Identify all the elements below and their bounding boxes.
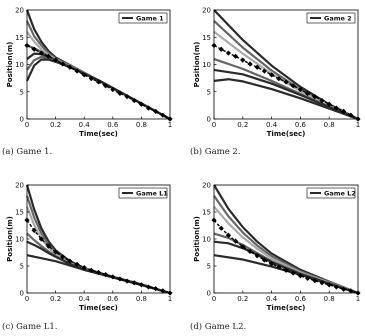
x-tick-label: 0.6: [107, 295, 119, 303]
x-tick-label: 0.8: [135, 121, 147, 129]
series-line-3: [27, 207, 170, 293]
x-tick-label: 0.2: [237, 121, 249, 129]
legend-label: Game L1: [136, 189, 168, 198]
x-tick-label: 0: [24, 121, 30, 129]
y-axis-label: Position(m): [193, 216, 201, 262]
x-tick-label: 0.8: [323, 121, 335, 129]
y-tick-label: 10: [202, 235, 211, 244]
y-tick-label: 0: [206, 289, 211, 298]
legend-label: Game 1: [136, 14, 164, 23]
x-axis-label: Time(sec): [266, 304, 306, 312]
y-tick-label: 5: [19, 262, 24, 271]
x-tick-label: 0.6: [294, 121, 306, 129]
caption-b: (b) Game 2.: [190, 147, 241, 157]
y-tick-label: 15: [15, 208, 24, 217]
y-tick-label: 15: [202, 208, 211, 217]
x-tick-label: 0: [211, 121, 217, 129]
x-tick-label: 1: [355, 295, 361, 303]
x-tick-label: 0.4: [78, 295, 90, 303]
diamond-marker: [240, 58, 245, 63]
x-tick-label: 0: [211, 295, 217, 303]
diamond-marker: [233, 54, 238, 59]
y-tick-label: 10: [15, 235, 24, 244]
x-tick-label: 0.4: [266, 295, 278, 303]
diamond-marker: [219, 47, 224, 52]
legend-label: Game L2: [324, 189, 356, 198]
series-line-2: [214, 21, 358, 119]
y-tick-label: 20: [202, 6, 211, 15]
x-axis-label: Time(sec): [266, 130, 306, 138]
y-tick-label: 10: [15, 61, 24, 69]
series-line-1: [27, 10, 170, 119]
series-line-2: [214, 196, 358, 293]
series-line-reference: [27, 220, 170, 293]
diamond-marker: [226, 50, 231, 55]
y-tick-label: 20: [15, 181, 24, 190]
x-tick-label: 0.6: [294, 295, 306, 303]
series-line-2: [27, 21, 170, 119]
y-tick-label: 15: [202, 33, 211, 42]
y-axis-label: Position(m): [6, 41, 14, 88]
chart-panel-2: [193, 7, 361, 139]
y-tick-label: 0: [206, 115, 211, 124]
x-tick-label: 0.8: [135, 295, 147, 303]
x-tick-label: 0.2: [237, 295, 249, 303]
axes-frame: [214, 10, 358, 119]
x-tick-label: 0.4: [266, 121, 278, 129]
legend-label: Game 2: [324, 14, 352, 23]
x-tick-label: 1: [167, 121, 173, 129]
x-tick-label: 0.6: [107, 121, 119, 129]
caption-d: (d) Game L2.: [190, 322, 247, 332]
x-tick-label: 0.8: [323, 295, 335, 303]
y-tick-label: 0: [19, 115, 24, 124]
chart-panel-1: [6, 7, 173, 139]
y-tick-label: 5: [19, 88, 24, 97]
diamond-marker: [247, 61, 252, 66]
series-line-1: [214, 10, 358, 119]
caption-c: (c) Game L1.: [2, 322, 58, 332]
x-tick-label: 1: [167, 295, 173, 303]
y-tick-label: 5: [206, 262, 211, 271]
axes-frame: [27, 10, 170, 119]
x-tick-label: 0.2: [50, 121, 62, 129]
x-tick-label: 0.4: [78, 121, 90, 129]
y-axis-label: Position(m): [6, 216, 14, 262]
y-tick-label: 10: [202, 61, 211, 69]
series-line-1: [27, 185, 170, 293]
y-tick-label: 20: [15, 6, 24, 15]
y-axis-label: Position(m): [193, 41, 201, 88]
caption-a: (a) Game 1.: [2, 147, 53, 157]
chart-panel-4: [193, 182, 361, 313]
series-line-6: [214, 79, 358, 119]
y-tick-label: 5: [206, 88, 211, 97]
x-axis-label: Time(sec): [79, 130, 118, 138]
x-tick-label: 0.2: [50, 295, 62, 303]
y-tick-label: 0: [19, 289, 24, 298]
diamond-marker: [219, 226, 224, 231]
x-tick-label: 1: [355, 121, 361, 129]
chart-panel-3: [6, 182, 173, 313]
x-tick-label: 0: [24, 295, 30, 303]
y-tick-label: 20: [202, 181, 211, 190]
x-axis-label: Time(sec): [79, 304, 118, 312]
y-tick-label: 15: [15, 33, 24, 42]
